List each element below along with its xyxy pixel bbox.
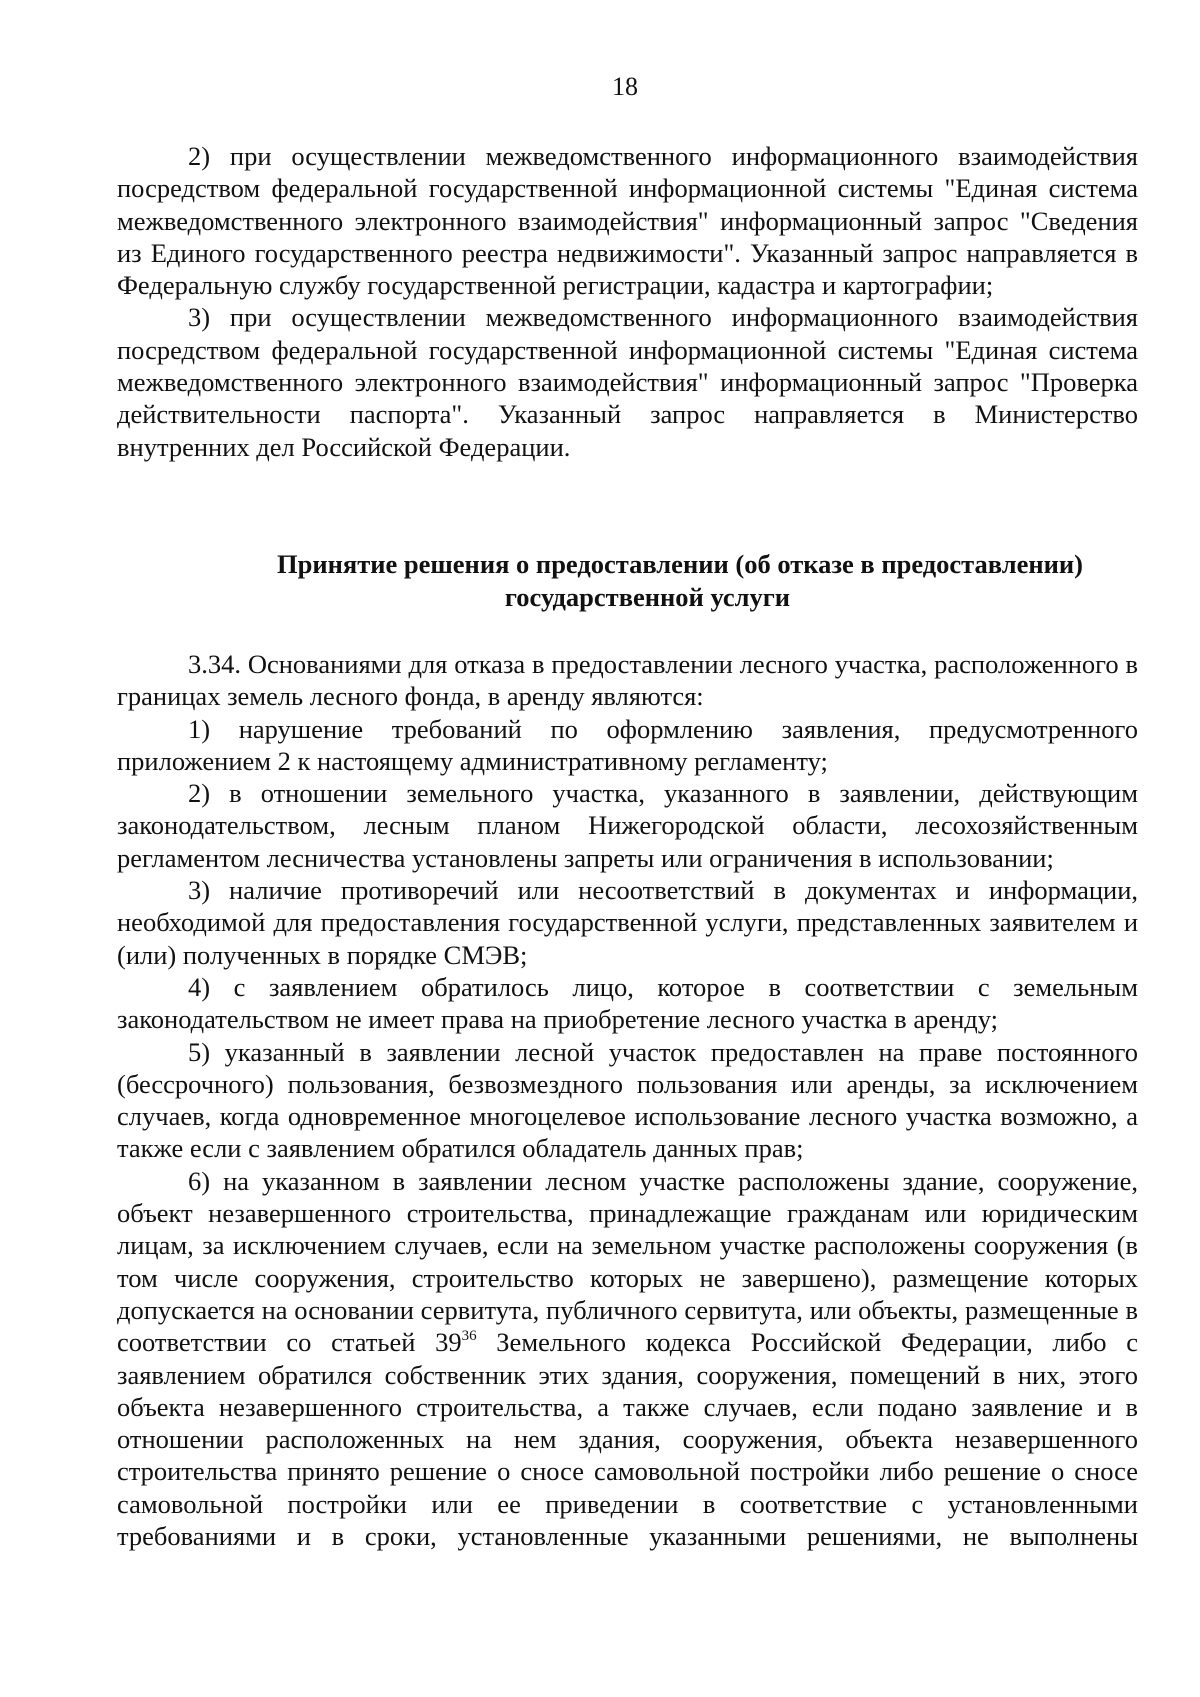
ground-item-1: 1) нарушение требований по оформлению заявления, предусмотренного приложением 2 к настоящему административному регламенту; bbox=[117, 713, 1138, 776]
page-number: 18 bbox=[612, 72, 638, 101]
ground-item-5: 5) указанный в заявлении лесной участок предоставлен на праве постоянного (бессрочного) пользования, безвозмездного пользования или аренды, за исключением случаев, когда одновременное многоцелевое использование лесного участка возможно, а также если с заявлением обратился обладатель данных прав; bbox=[117, 1036, 1138, 1164]
ground-item-6-part-1: 6) на указанном в заявлении лесном участке расположены здание, сооружение, объект незавершенного строительства, принадлежащие гражданам или юридическим лицам, за исключением случаев, если на земельном участке расположены сооружения (в том числе сооружения, строительство которых не завершено), размещение которых допускается на основании сервитута, публичного сервитута, или объекты, размещенные в соответствии со статьей 39 bbox=[117, 1165, 1138, 1358]
section-heading bbox=[117, 548, 1138, 613]
ground-item-6 bbox=[117, 1165, 1138, 1553]
ground-item-4: 4) с заявлением обратилось лицо, которое в соответствии с земельным законодательством не имеет права на приобретение лесного участка в аренду; bbox=[117, 971, 1138, 1035]
ground-item-6-part-2: Земельного кодекса Российской Федерации, либо с заявлением обратился собственник этих здания, сооружения, помещений в них, этого объекта незавершенного строительства, а также случаев, если подано заявление и в отношении расположенных на нем здания, сооружения, объекта незавершенного строительства принято решение о сносе самовольной постройки либо решение о сносе самовольной постройки или ее приведении в соответствие с установленными требованиями и в сроки, установленные указанными решениями, не выполнены bbox=[117, 1327, 1138, 1552]
section-heading-line-2: государственной услуги bbox=[504, 581, 791, 612]
section-intro: 3.34. Основаниями для отказа в предоставлении лесного участка, расположенного в границах земель лесного фонда, в аренду являются: bbox=[117, 649, 1138, 712]
ground-item-2: 2) в отношении земельного участка, указанного в заявлении, действующим законодательством, лесным планом Нижегородской области, лесохозяйственным регламентом лесничества установлены запреты или ограничения в использовании; bbox=[117, 778, 1138, 873]
paragraph-item-3: 3) при осуществлении межведомственного информационного взаимодействия посредством федеральной государственной информационной системы "Единая система межведомственного электронного взаимодействия" информационный запрос "Проверка действительности паспорта". Указанный запрос направляется в Министерство внутренних дел Российской Федерации. bbox=[117, 302, 1138, 462]
article-superscript: 36 bbox=[461, 1328, 477, 1345]
section-body bbox=[117, 648, 1138, 1552]
previous-section-text bbox=[117, 140, 1138, 463]
paragraph-item-2: 2) при осуществлении межведомственного информационного взаимодействия посредством федеральной государственной информационной системы "Единая система межведомственного электронного взаимодействия" информационный запрос "Сведения из Единого государственного реестра недвижимости". Указанный запрос направляется в Федеральную службу государственной регистрации, кадастра и картографии; bbox=[117, 141, 1138, 301]
ground-item-3: 3) наличие противоречий или несоответствий в документах и информации, необходимой для предоставления государственной услуги, представленных заявителем и (или) полученных в порядке СМЭВ; bbox=[117, 875, 1138, 970]
section-heading-line-1: Принятие решения о предоставлении (об отказе в предоставлении) bbox=[277, 549, 1083, 579]
